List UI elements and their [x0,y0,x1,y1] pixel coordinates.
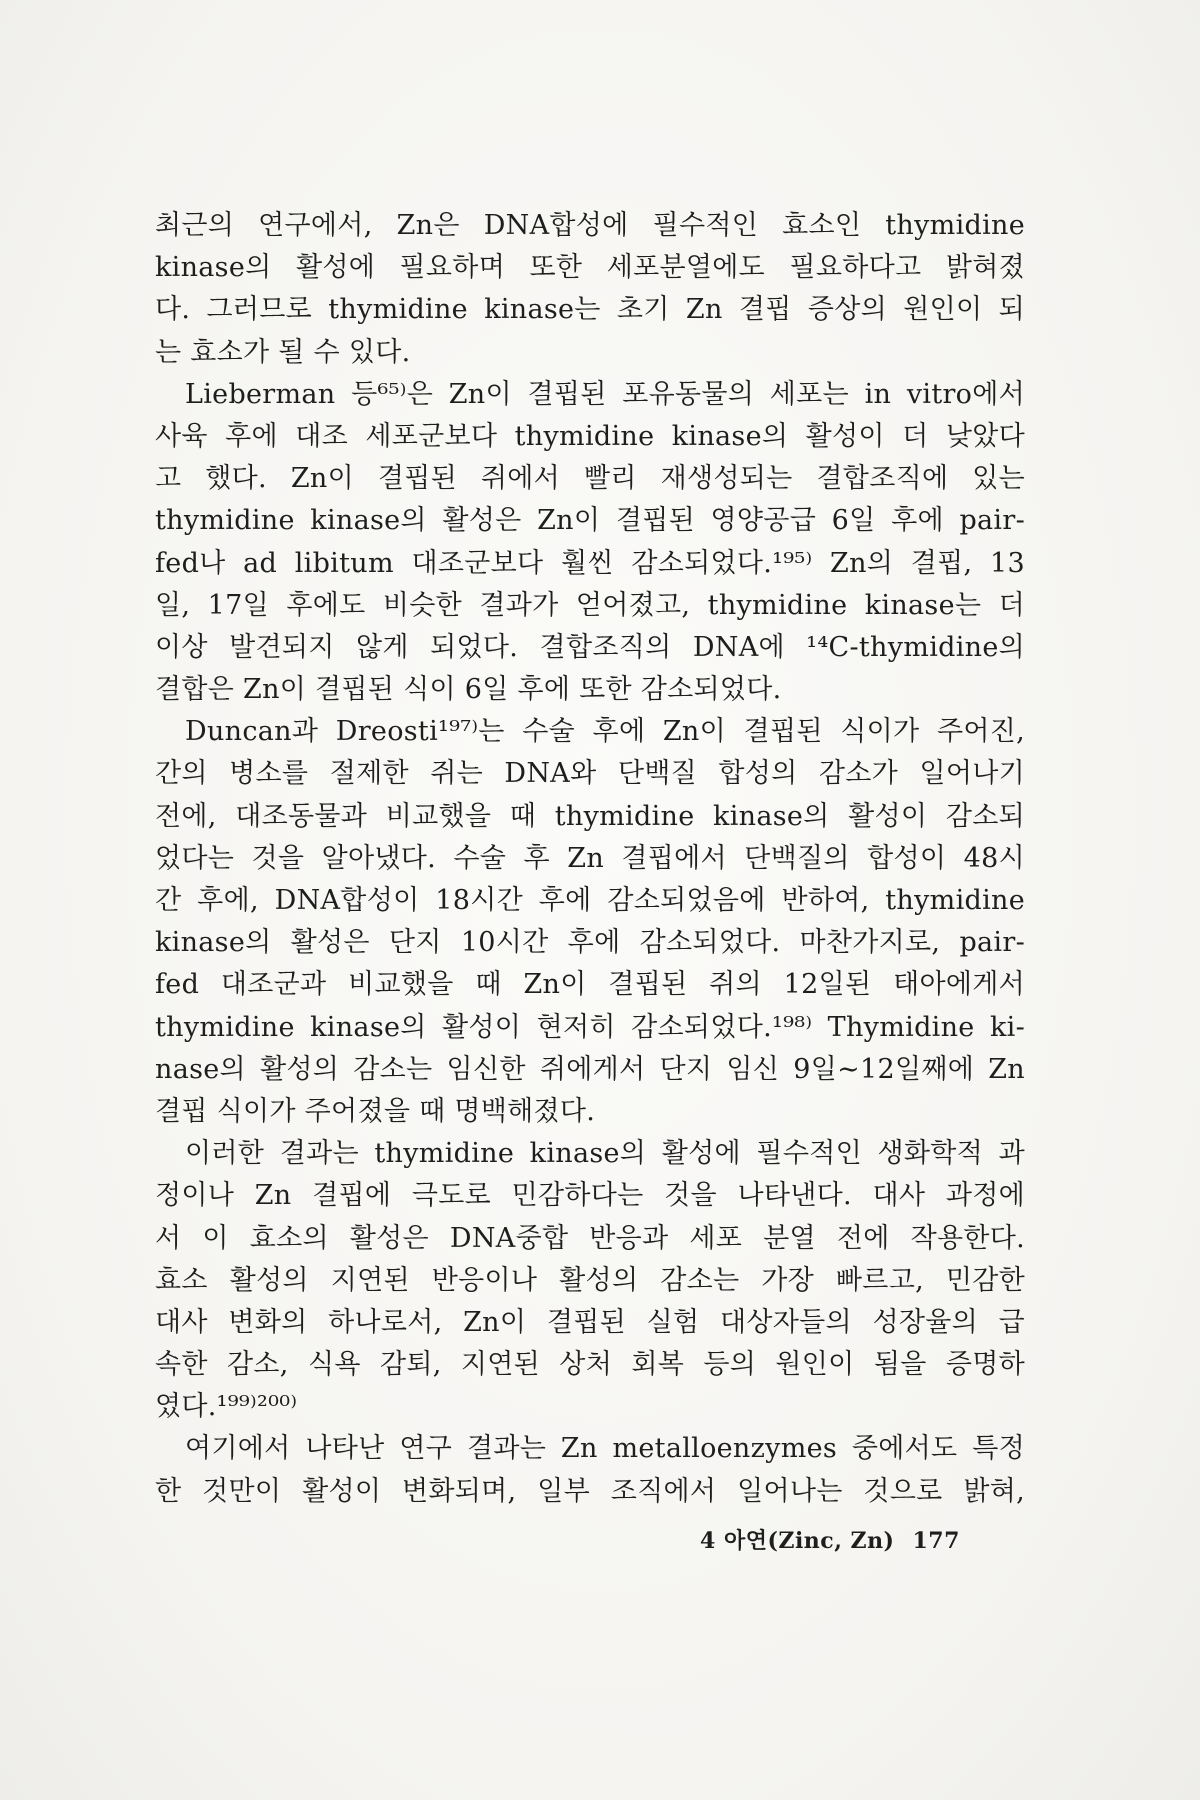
text-line: 이상 발견되지 않게 되었다. 결합조직의 DNA에 ¹⁴C-thymidine의 [155,631,1025,663]
text-line: thymidine kinase의 활성은 Zn이 결핍된 영양공급 6일 후에 pair- [155,505,1025,537]
text-line: 대사 변화의 하나로서, Zn이 결핍된 실험 대상자들의 성장율의 급 [155,1306,1025,1338]
text-line: 는 효소가 될 수 있다. [155,336,411,368]
page-number: 177 [912,1528,960,1554]
paragraph-start-line: 여기에서 나타난 연구 결과는 Zn metalloenzymes 중에서도 특정 [185,1433,1025,1465]
text-line: 최근의 연구에서, Zn은 DNA합성에 필수적인 효소인 thymidine [155,210,1025,241]
text-line: nase의 활성의 감소는 임신한 쥐에게서 단지 임신 9일∼12일째에 Zn [155,1053,1025,1085]
paragraph-start-line: Lieberman 등⁶⁵⁾은 Zn이 결핍된 포유동물의 세포는 in vitro에서 [185,378,1025,410]
text-line: 전에, 대조동물과 비교했을 때 thymidine kinase의 활성이 감소되 [155,800,1025,832]
text-line: kinase의 활성은 단지 10시간 후에 감소되었다. 마찬가지로, pair- [155,927,1025,959]
chapter-title: 4 아연(Zinc, Zn) [700,1528,895,1554]
text-line: 고 했다. Zn이 결핍된 쥐에서 빨리 재생성되는 결합조직에 있는 [155,463,1025,495]
text-line: 일, 17일 후에도 비슷한 결과가 얻어졌고, thymidine kinase는 더 [155,589,1025,621]
paragraph-start-line: Duncan과 Dreosti¹⁹⁷⁾는 수술 후에 Zn이 결핍된 식이가 주어진, [185,716,1025,748]
text-line: fed나 ad libitum 대조군보다 훨씬 감소되었다.¹⁹⁵⁾ Zn의 결핍, 13 [155,547,1025,579]
text-line: 었다는 것을 알아냈다. 수술 후 Zn 결핍에서 단백질의 합성이 48시 [155,842,1025,874]
text-line: thymidine kinase의 활성이 현저히 감소되었다.¹⁹⁸⁾ Thymidine ki- [155,1011,1025,1043]
page-footer [700,1524,960,1555]
text-line: 결핍 식이가 주어졌을 때 명백해졌다. [155,1095,596,1127]
text-line: 사육 후에 대조 세포군보다 thymidine kinase의 활성이 더 낮았다 [155,420,1025,452]
text-line: 다. 그러므로 thymidine kinase는 초기 Zn 결핍 증상의 원인이 되 [155,294,1025,326]
text-line: 서 이 효소의 활성은 DNA중합 반응과 세포 분열 전에 작용한다. [155,1222,1025,1254]
body-text [155,205,1025,1513]
text-line: 간 후에, DNA합성이 18시간 후에 감소되었음에 반하여, thymidine [155,885,1025,916]
text-line: 한 것만이 활성이 변화되며, 일부 조직에서 일어나는 것으로 밝혀, [155,1475,1025,1507]
text-line: kinase의 활성에 필요하며 또한 세포분열에도 필요하다고 밝혀졌 [155,252,1025,284]
text-line: 결합은 Zn이 결핍된 식이 6일 후에 또한 감소되었다. [155,674,782,706]
text-line: 효소 활성의 지연된 반응이나 활성의 감소는 가장 빠르고, 민감한 [155,1264,1025,1296]
text-line: 정이나 Zn 결핍에 극도로 민감하다는 것을 나타낸다. 대사 과정에 [155,1180,1025,1212]
text-line: 였다.¹⁹⁹⁾²⁰⁰⁾ [155,1391,298,1423]
text-line: fed 대조군과 비교했을 때 Zn이 결핍된 쥐의 12일된 태아에게서 [155,969,1025,1001]
text-line: 간의 병소를 절제한 쥐는 DNA와 단백질 합성의 감소가 일어나기 [155,758,1025,790]
paragraph-start-line: 이러한 결과는 thymidine kinase의 활성에 필수적인 생화학적 과 [185,1138,1025,1170]
text-line: 속한 감소, 식욕 감퇴, 지연된 상처 회복 등의 원인이 됨을 증명하 [155,1349,1025,1381]
